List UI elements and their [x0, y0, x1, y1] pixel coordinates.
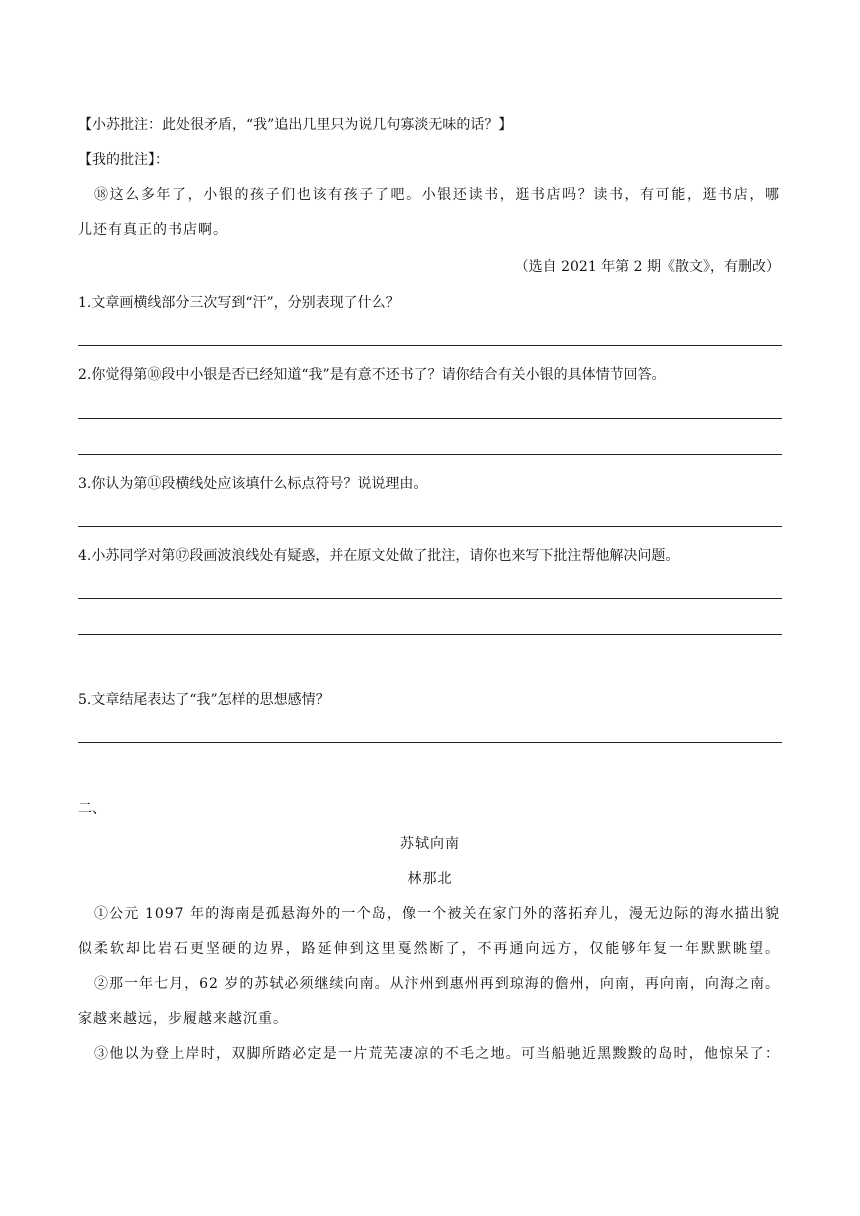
paragraph-1-line-1: ①公元 1097 年的海南是孤悬海外的一个岛，像一个被关在家门外的落拓弃儿，漫无边际的海水描出貌	[94, 906, 780, 922]
my-annotation-label: 【我的批注】：	[78, 152, 169, 168]
article-title: 苏轼向南	[400, 836, 460, 852]
paragraph-2-line-1: ②那一年七月，62 岁的苏轼必须继续向南。从汴州到惠州再到琼海的儋州，向南，再向南，向海之南。	[94, 976, 780, 992]
xiaosu-annotation: 【小苏批注：此处很矛盾，“我”追出几里只为说几句寡淡无味的话？】	[78, 117, 513, 133]
answer-line[interactable]	[78, 634, 782, 635]
paragraph-18-line-1: ⑱这么多年了，小银的孩子们也该有孩子了吧。小银还读书，逛书店吗？读书，有可能，逛书店，哪	[94, 187, 780, 203]
question-4: 4.小苏同学对第⑰段画波浪线处有疑惑，并在原文处做了批注，请你也来写下批注帮他解决问题。	[78, 548, 680, 564]
question-3: 3.你认为第⑪段横线处应该填什么标点符号？说说理由。	[78, 476, 428, 492]
answer-line[interactable]	[78, 345, 782, 346]
paragraph-18-line-2: 儿还有真正的书店啊。	[78, 222, 228, 238]
answer-line[interactable]	[78, 598, 782, 599]
answer-line[interactable]	[78, 742, 782, 743]
paragraph-1-line-2: 似柔软却比岩石更坚硬的边界，路延伸到这里戛然断了，不再通向远方，仅能够年复一年默默眺望。	[78, 941, 780, 957]
section-2-heading: 二、	[78, 801, 106, 817]
question-2: 2.你觉得第⑩段中小银是否已经知道“我”是有意不还书了？请你结合有关小银的具体情节回答。	[78, 367, 666, 383]
paragraph-3-line-1: ③他以为登上岸时，双脚所踏必定是一片荒芜凄凉的不毛之地。可当船驰近黑黢黢的岛时，他惊呆了：	[94, 1046, 780, 1062]
answer-line[interactable]	[78, 526, 782, 527]
question-5: 5.文章结尾表达了“我”怎样的思想感情？	[78, 692, 330, 708]
article-author: 林那北	[407, 871, 453, 887]
paragraph-2-line-2: 家越来越远，步履越来越沉重。	[78, 1011, 288, 1027]
source-citation: （选自 2021 年第 2 期《散文》，有删改）	[514, 259, 780, 275]
answer-line[interactable]	[78, 418, 782, 419]
answer-line[interactable]	[78, 454, 782, 455]
question-1: 1.文章画横线部分三次写到“汗”，分别表现了什么？	[78, 295, 400, 311]
